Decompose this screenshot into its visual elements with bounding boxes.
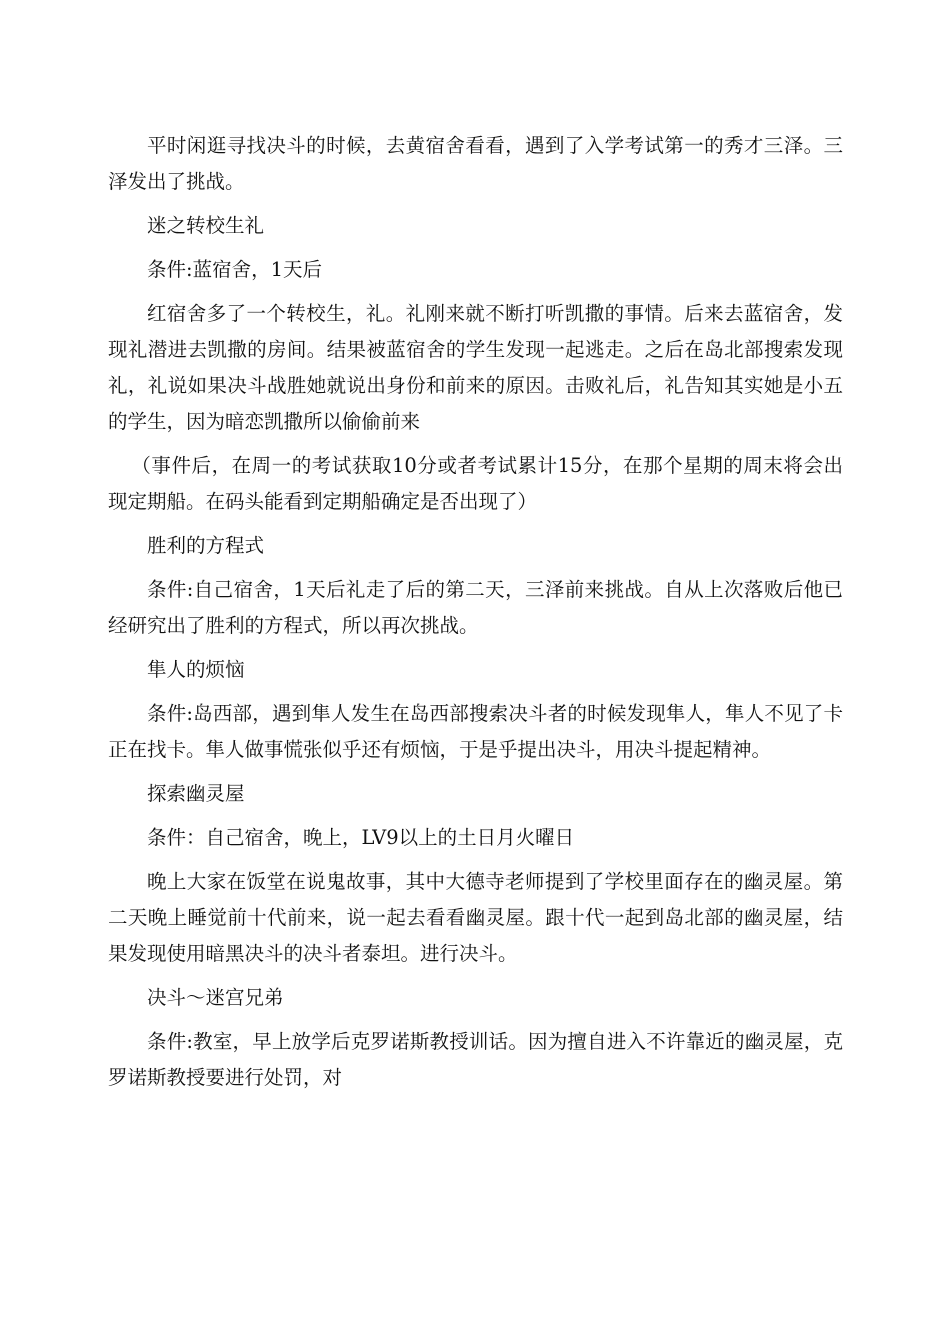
section-heading-haunted-house: 探索幽灵屋 xyxy=(147,782,245,805)
section-heading-victory-equation: 胜利的方程式 xyxy=(147,534,265,557)
section-heading-hayato-worries: 隼人的烦恼 xyxy=(147,658,245,681)
condition-hayato-worries: 条件:岛西部，遇到隼人发生在岛西部搜索决斗者的时候发现隼人，隼人不见了卡正在找卡。隼人做事慌张似乎还有烦恼，于是乎提出决斗，用决斗提起精神。 xyxy=(108,702,843,761)
condition-victory-equation: 条件:自己宿舍，1天后礼走了后的第二天，三泽前来挑战。自从上次落败后他已经研究出了胜利的方程式，所以再次挑战。 xyxy=(108,578,843,637)
condition-transfer-student-rei: 条件:蓝宿舍，1天后 xyxy=(147,258,322,281)
section-heading-labyrinth-brothers: 决斗〜迷宫兄弟 xyxy=(147,986,284,1009)
paragraph-misawa-challenge: 平时闲逛寻找决斗的时候，去黄宿舍看看，遇到了入学考试第一的秀才三泽。三泽发出了挑战。 xyxy=(108,134,843,193)
document-page xyxy=(108,128,843,1104)
condition-labyrinth-brothers: 条件:教室，早上放学后克罗诺斯教授训话。因为擅自进入不许靠近的幽灵屋，克罗诺斯教授要进行处罚，对 xyxy=(108,1030,843,1089)
paragraph-rei-story: 红宿舍多了一个转校生，礼。礼刚来就不断打听凯撒的事情。后来去蓝宿舍，发现礼潜进去凯撒的房间。结果被蓝宿舍的学生发现一起逃走。之后在岛北部搜索发现礼，礼说如果决斗战胜她就说出身份和前来的原因。击败礼后，礼告知其实她是小五的学生，因为暗恋凯撒所以偷偷前来 xyxy=(108,302,843,433)
note-ferry-event: （事件后，在周一的考试获取10分或者考试累计15分，在那个星期的周末将会出现定期船。在码头能看到定期船确定是否出现了） xyxy=(108,454,843,513)
condition-haunted-house: 条件：自己宿舍，晚上，LV9以上的土日月火曜日 xyxy=(147,826,575,849)
section-heading-transfer-student-rei: 迷之转校生礼 xyxy=(147,214,265,237)
paragraph-haunted-house-story: 晚上大家在饭堂在说鬼故事，其中大德寺老师提到了学校里面存在的幽灵屋。第二天晚上睡觉前十代前来，说一起去看看幽灵屋。跟十代一起到岛北部的幽灵屋，结果发现使用暗黑决斗的决斗者泰坦。进行决斗。 xyxy=(108,870,843,965)
